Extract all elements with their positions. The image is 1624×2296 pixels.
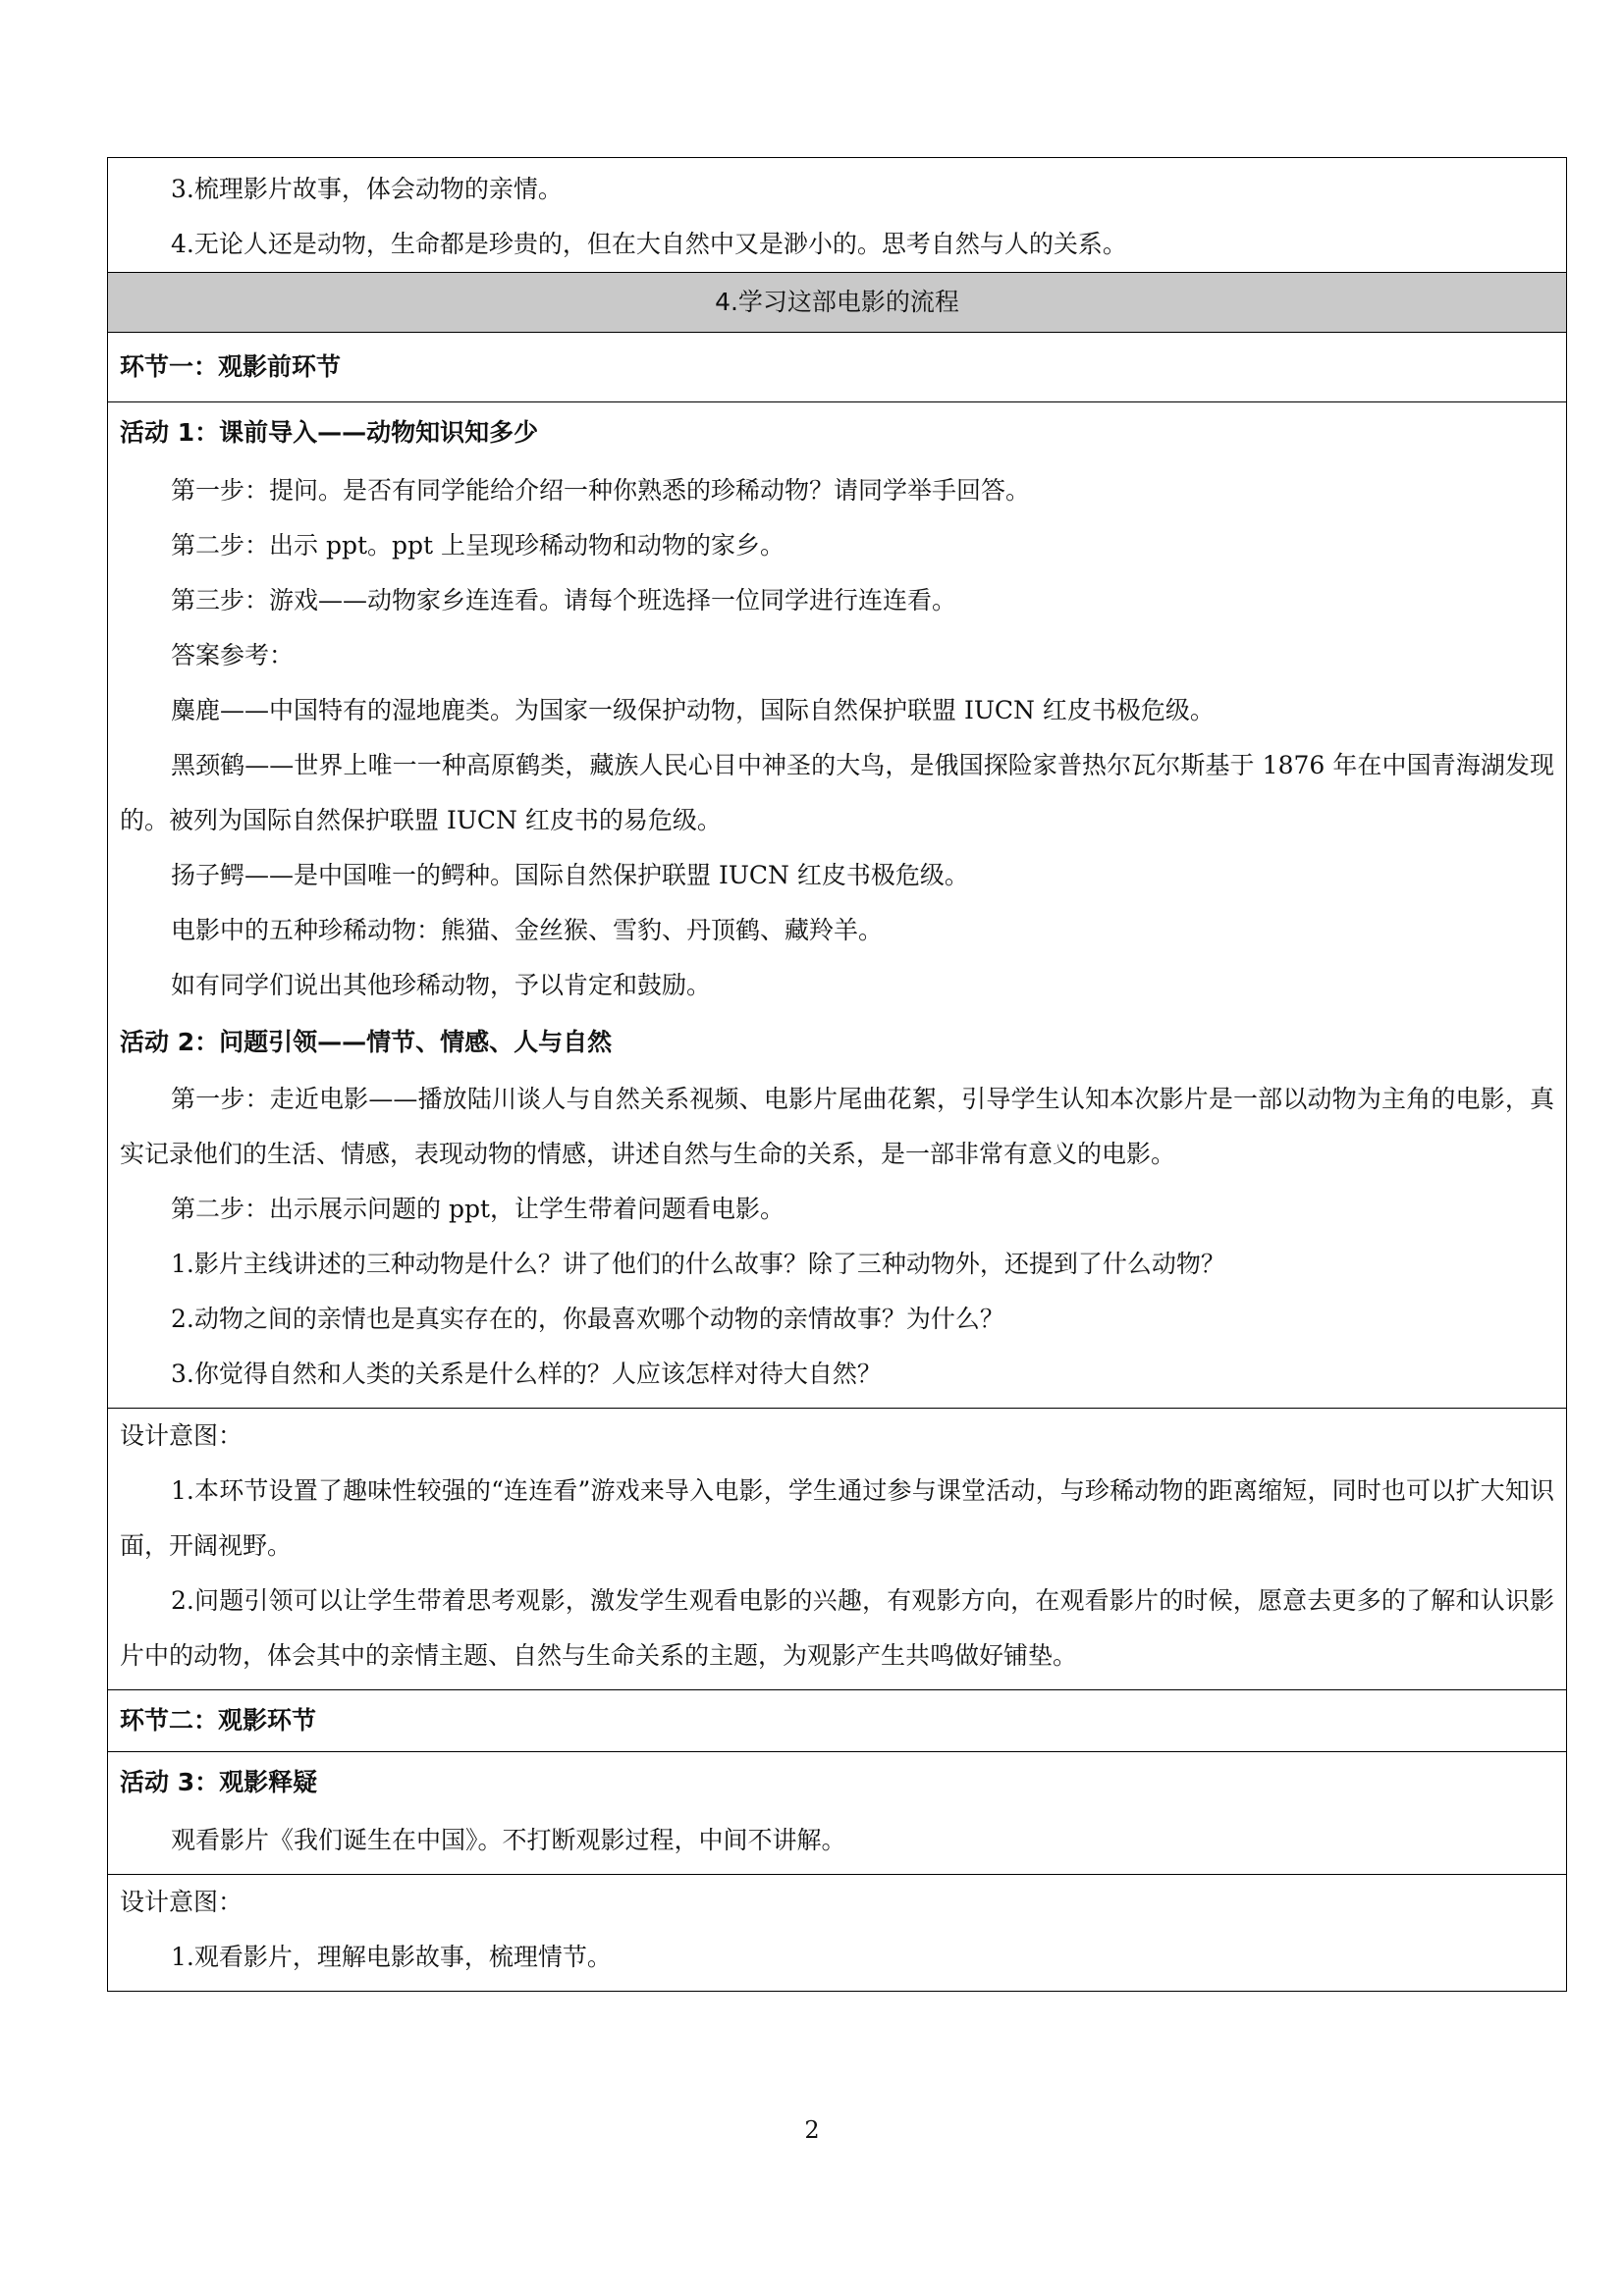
intro-row [108,158,1567,273]
activity2-paragraph: 第二步：出示展示问题的 ppt，让学生带着问题看电影。 [171,1195,785,1223]
activity1-paragraph: 第一步：提问。是否有同学能给介绍一种你熟悉的珍稀动物？请同学举手回答。 [171,476,1031,505]
stage1-row [108,333,1567,402]
activity1-paragraph: 黑颈鹤——世界上唯一一种高原鹤类，藏族人民心目中神圣的大鸟，是俄国探险家普热尔瓦尔斯基于 1876 年在中国青海湖发现的。被列为国际自然保护联盟 IUCN 红皮书的易危级。 [120,751,1554,834]
design-label: 设计意图： [120,1888,244,1916]
intro-item-3: 3.梳理影片故事，体会动物的亲情。 [171,175,563,203]
activity1-paragraph: 电影中的五种珍稀动物：熊猫、金丝猴、雪豹、丹顶鹤、藏羚羊。 [171,916,884,944]
design-label: 设计意图： [120,1421,244,1450]
stage2-row [108,1690,1567,1752]
activity1-paragraph: 第三步：游戏——动物家乡连连看。请每个班选择一位同学进行连连看。 [171,586,957,614]
activity2-question: 3.你觉得自然和人类的关系是什么样的？人应该怎样对待大自然？ [171,1360,882,1388]
design-paragraph: 1.本环节设置了趣味性较强的“连连看”游戏来导入电影，学生通过参与课堂活动，与珍稀动物的距离缩短，同时也可以扩大知识面，开阔视野。 [120,1476,1554,1560]
activity1-paragraph: 麋鹿——中国特有的湿地鹿类。为国家一级保护动物，国际自然保护联盟 IUCN 红皮书极危级。 [171,696,1215,724]
stage1-design-row [108,1409,1567,1690]
activity1-paragraph: 如有同学们说出其他珍稀动物，予以肯定和鼓励。 [171,971,712,999]
section-title: 4.学习这部电影的流程 [108,273,1567,333]
stage2-design-row [108,1875,1567,1992]
activity3-paragraph: 观看影片《我们诞生在中国》。不打断观影过程，中间不讲解。 [171,1826,846,1854]
activity3-title: 活动 3：观影释疑 [120,1768,318,1796]
intro-item-4: 4.无论人还是动物，生命都是珍贵的，但在大自然中又是渺小的。思考自然与人的关系。 [171,230,1127,258]
design-paragraph: 1.观看影片，理解电影故事，梳理情节。 [171,1943,612,1971]
design-paragraph: 2.问题引领可以让学生带着思考观影，激发学生观看电影的兴趣，有观影方向，在观看影片的时候，愿意去更多的了解和认识影片中的动物，体会其中的亲情主题、自然与生命关系的主题，为观影产生共鸣做好铺垫。 [120,1586,1554,1670]
activity2-title: 活动 2：问题引领——情节、情感、人与自然 [120,1028,613,1056]
section-header-row [108,273,1567,333]
activity1-paragraph: 第二步：出示 ppt。ppt 上呈现珍稀动物和动物的家乡。 [171,531,785,560]
lesson-plan-table [107,157,1567,1992]
activity2-question: 1.影片主线讲述的三种动物是什么？讲了他们的什么故事？除了三种动物外，还提到了什么动物？ [171,1250,1225,1278]
activity1-title: 活动 1：课前导入——动物知识知多少 [120,418,539,447]
activity1-paragraph: 答案参考： [171,641,295,669]
activity1-row [108,402,1567,1409]
activity3-row [108,1752,1567,1875]
activity2-question: 2.动物之间的亲情也是真实存在的，你最喜欢哪个动物的亲情故事？为什么？ [171,1305,1004,1333]
activity2-paragraph: 第一步：走近电影——播放陆川谈人与自然关系视频、电影片尾曲花絮，引导学生认知本次影片是一部以动物为主角的电影，真实记录他们的生活、情感，表现动物的情感，讲述自然与生命的关系，是一部非常有意义的电影。 [120,1085,1554,1168]
page-number: 2 [804,2116,820,2144]
stage1-title: 环节一：观影前环节 [120,352,342,381]
stage2-title: 环节二：观影环节 [120,1706,317,1735]
activity1-paragraph: 扬子鳄——是中国唯一的鳄种。国际自然保护联盟 IUCN 红皮书极危级。 [171,861,969,889]
